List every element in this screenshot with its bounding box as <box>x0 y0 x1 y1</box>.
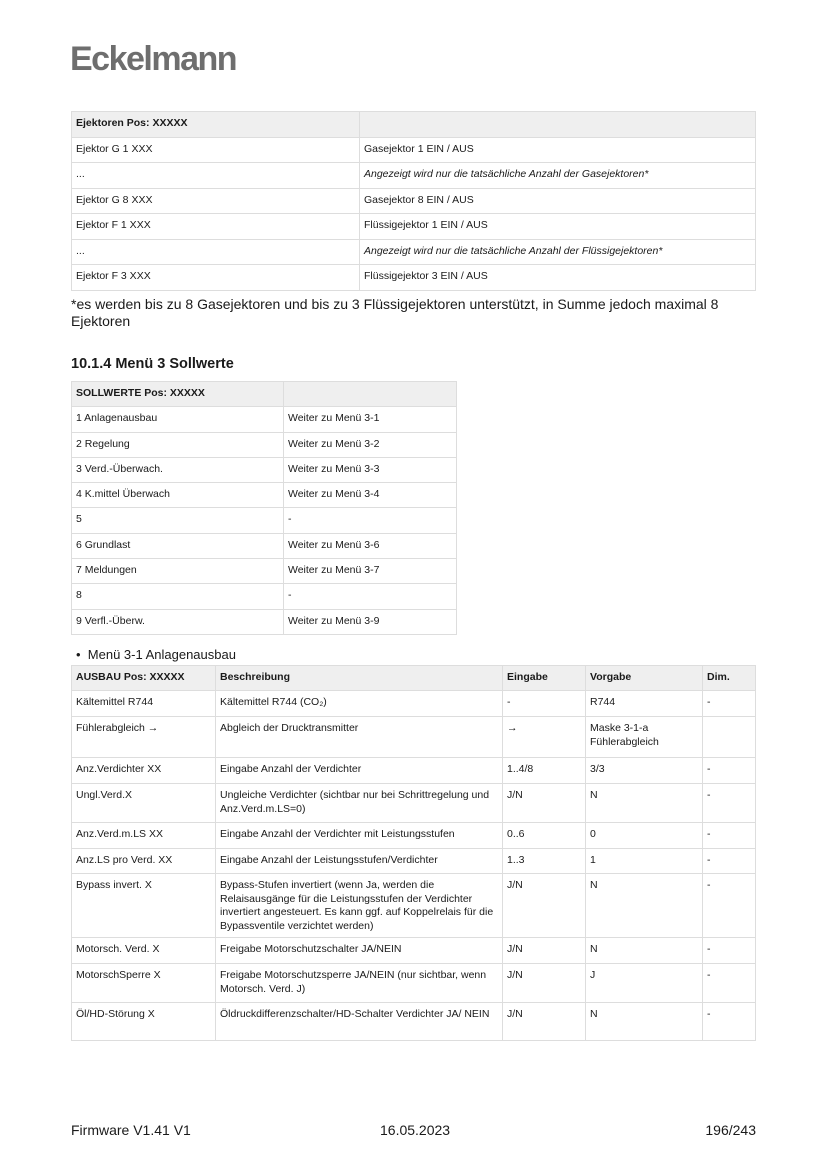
table-cell: Freigabe Motorschutzsperre JA/NEIN (nur sichtbar, wenn Motorsch. Verd. J) <box>216 964 503 1003</box>
table-row <box>72 163 756 189</box>
table-row <box>72 717 756 758</box>
table-cell: 9 Verfl.-Überw. <box>72 609 284 634</box>
table-row <box>72 849 756 874</box>
column-header: SOLLWERTE Pos: XXXXX <box>72 382 284 407</box>
footnote: *es werden bis zu 8 Gasejektoren und bis zu 3 Flüssigejektoren unterstützt, in Summe jedoch maximal 8 Ejektoren <box>71 296 719 329</box>
table-cell: Maske 3-1-a Fühlerabgleich <box>586 717 703 758</box>
table-cell: ... <box>72 239 360 265</box>
table-row <box>72 758 756 784</box>
table-cell: - <box>284 584 457 609</box>
table-cell: - <box>703 874 756 938</box>
column-header: AUSBAU Pos: XXXXX <box>72 666 216 691</box>
column-header: Eingabe <box>503 666 586 691</box>
bullet-text: Menü 3-1 Anlagenausbau <box>87 647 236 662</box>
table-row <box>72 508 457 533</box>
column-header: Dim. <box>703 666 756 691</box>
table-cell: 5 <box>72 508 284 533</box>
table-cell: Flüssigejektor 1 EIN / AUS <box>360 214 756 240</box>
bullet-item: • Menü 3-1 Anlagenausbau <box>76 647 236 662</box>
table-cell <box>703 717 756 758</box>
table-cell: Kältemittel R744 (CO₂) <box>216 691 503 717</box>
table-row <box>72 188 756 214</box>
table-cell: J/N <box>503 784 586 823</box>
table-cell: N <box>586 874 703 938</box>
table-cell: Bypass-Stufen invertiert (wenn Ja, werden die Relaisausgänge für die Leistungsstufen der Verdichter invertiert angesteuert. Es kann ggf. auf Koppelrelais für die Bypassventile verzichtet werden) <box>216 874 503 938</box>
column-header <box>284 382 457 407</box>
table-row <box>72 239 756 265</box>
table-cell: 7 Meldungen <box>72 559 284 584</box>
table-cell: - <box>703 849 756 874</box>
table-cell: Ejektor F 1 XXX <box>72 214 360 240</box>
table-cell: Weiter zu Menü 3-1 <box>284 407 457 432</box>
table-cell: 3/3 <box>586 758 703 784</box>
table-cell: Weiter zu Menü 3-4 <box>284 483 457 508</box>
table-cell: Öl/HD-Störung X <box>72 1003 216 1041</box>
table-cell: - <box>503 691 586 717</box>
table-cell: Anz.Verdichter XX <box>72 758 216 784</box>
table-cell: - <box>703 784 756 823</box>
table-row <box>72 609 457 634</box>
table-row <box>72 483 457 508</box>
table-cell: N <box>586 1003 703 1041</box>
table-cell: - <box>703 938 756 964</box>
table-cell: Gasejektor 8 EIN / AUS <box>360 188 756 214</box>
table-cell: Angezeigt wird nur die tatsächliche Anzahl der Gasejektoren* <box>360 163 756 189</box>
table-cell: Weiter zu Menü 3-2 <box>284 432 457 457</box>
table-cell: 6 Grundlast <box>72 533 284 558</box>
section-heading: 10.1.4 Menü 3 Sollwerte <box>71 356 234 372</box>
footer-version: Firmware V1.41 V1 <box>71 1122 191 1138</box>
column-header: Beschreibung <box>216 666 503 691</box>
table-cell: Ejektor G 1 XXX <box>72 137 360 163</box>
table-cell: Weiter zu Menü 3-7 <box>284 559 457 584</box>
table-row <box>72 265 756 291</box>
table-cell: Öldruckdifferenzschalter/HD-Schalter Verdichter JA/ NEIN <box>216 1003 503 1041</box>
table-cell: 1 Anlagenausbau <box>72 407 284 432</box>
table-row <box>72 1003 756 1041</box>
ausbau-table <box>71 665 756 1041</box>
table-row <box>72 533 457 558</box>
table-row <box>72 938 756 964</box>
table-row <box>72 559 457 584</box>
table-cell: Gasejektor 1 EIN / AUS <box>360 137 756 163</box>
table-cell: J/N <box>503 964 586 1003</box>
table-cell: J/N <box>503 1003 586 1041</box>
table-cell: Bypass invert. X <box>72 874 216 938</box>
column-header: Vorgabe <box>586 666 703 691</box>
table-row <box>72 823 756 849</box>
table-cell: Weiter zu Menü 3-6 <box>284 533 457 558</box>
table-cell: Eingabe Anzahl der Verdichter mit Leistungsstufen <box>216 823 503 849</box>
table-cell: 0 <box>586 823 703 849</box>
table-row <box>72 457 457 482</box>
table-cell: Kältemittel R744 <box>72 691 216 717</box>
table-cell: Anz.LS pro Verd. XX <box>72 849 216 874</box>
table-cell: N <box>586 938 703 964</box>
table-cell: Flüssigejektor 3 EIN / AUS <box>360 265 756 291</box>
table-cell: - <box>703 964 756 1003</box>
table-cell: 0..6 <box>503 823 586 849</box>
table-cell: Ejektor F 3 XXX <box>72 265 360 291</box>
table-cell: - <box>703 758 756 784</box>
footer-page: 196/243 <box>705 1122 756 1138</box>
table-cell: Ungl.Verd.X <box>72 784 216 823</box>
table-cell: 1..4/8 <box>503 758 586 784</box>
table-cell: - <box>284 508 457 533</box>
footer-date: 16.05.2023 <box>380 1122 451 1138</box>
table-cell: J/N <box>503 874 586 938</box>
table-row <box>72 137 756 163</box>
table-row <box>72 874 756 938</box>
table-row <box>72 784 756 823</box>
table-row <box>72 407 457 432</box>
table-cell: 4 K.mittel Überwach <box>72 483 284 508</box>
table-cell: - <box>703 823 756 849</box>
table-cell: Eingabe Anzahl der Verdichter <box>216 758 503 784</box>
table-cell: J <box>586 964 703 1003</box>
table-cell: 1 <box>586 849 703 874</box>
table-cell: 3 Verd.-Überwach. <box>72 457 284 482</box>
table-cell: Anz.Verd.m.LS XX <box>72 823 216 849</box>
table-row <box>72 584 457 609</box>
table-cell: Fühlerabgleich → <box>72 717 216 758</box>
column-header <box>360 112 756 138</box>
table-cell: - <box>703 1003 756 1041</box>
table-cell: - <box>703 691 756 717</box>
table-row <box>72 432 457 457</box>
table-cell: 1..3 <box>503 849 586 874</box>
table-cell: J/N <box>503 938 586 964</box>
table-cell: Abgleich der Drucktransmitter <box>216 717 503 758</box>
table-cell: Freigabe Motorschutzschalter JA/NEIN <box>216 938 503 964</box>
sollwerte-table <box>71 381 457 635</box>
table-cell: Weiter zu Menü 3-9 <box>284 609 457 634</box>
eckelmann-logo: Eckelmann <box>70 40 237 78</box>
table-cell: Motorsch. Verd. X <box>72 938 216 964</box>
table-row <box>72 214 756 240</box>
table-cell: → <box>503 717 586 758</box>
table-cell: Eingabe Anzahl der Leistungsstufen/Verdichter <box>216 849 503 874</box>
table-cell: R744 <box>586 691 703 717</box>
table-row <box>72 691 756 717</box>
table-cell: Ejektor G 8 XXX <box>72 188 360 214</box>
table-cell: 8 <box>72 584 284 609</box>
ejektoren-table <box>71 111 756 291</box>
column-header: Ejektoren Pos: XXXXX <box>72 112 360 138</box>
table-row <box>72 964 756 1003</box>
table-cell: N <box>586 784 703 823</box>
table-cell: Ungleiche Verdichter (sichtbar nur bei Schrittregelung und Anz.Verd.m.LS=0) <box>216 784 503 823</box>
table-cell: ... <box>72 163 360 189</box>
table-cell: MotorschSperre X <box>72 964 216 1003</box>
table-cell: Weiter zu Menü 3-3 <box>284 457 457 482</box>
table-cell: 2 Regelung <box>72 432 284 457</box>
table-cell: Angezeigt wird nur die tatsächliche Anzahl der Flüssigejektoren* <box>360 239 756 265</box>
